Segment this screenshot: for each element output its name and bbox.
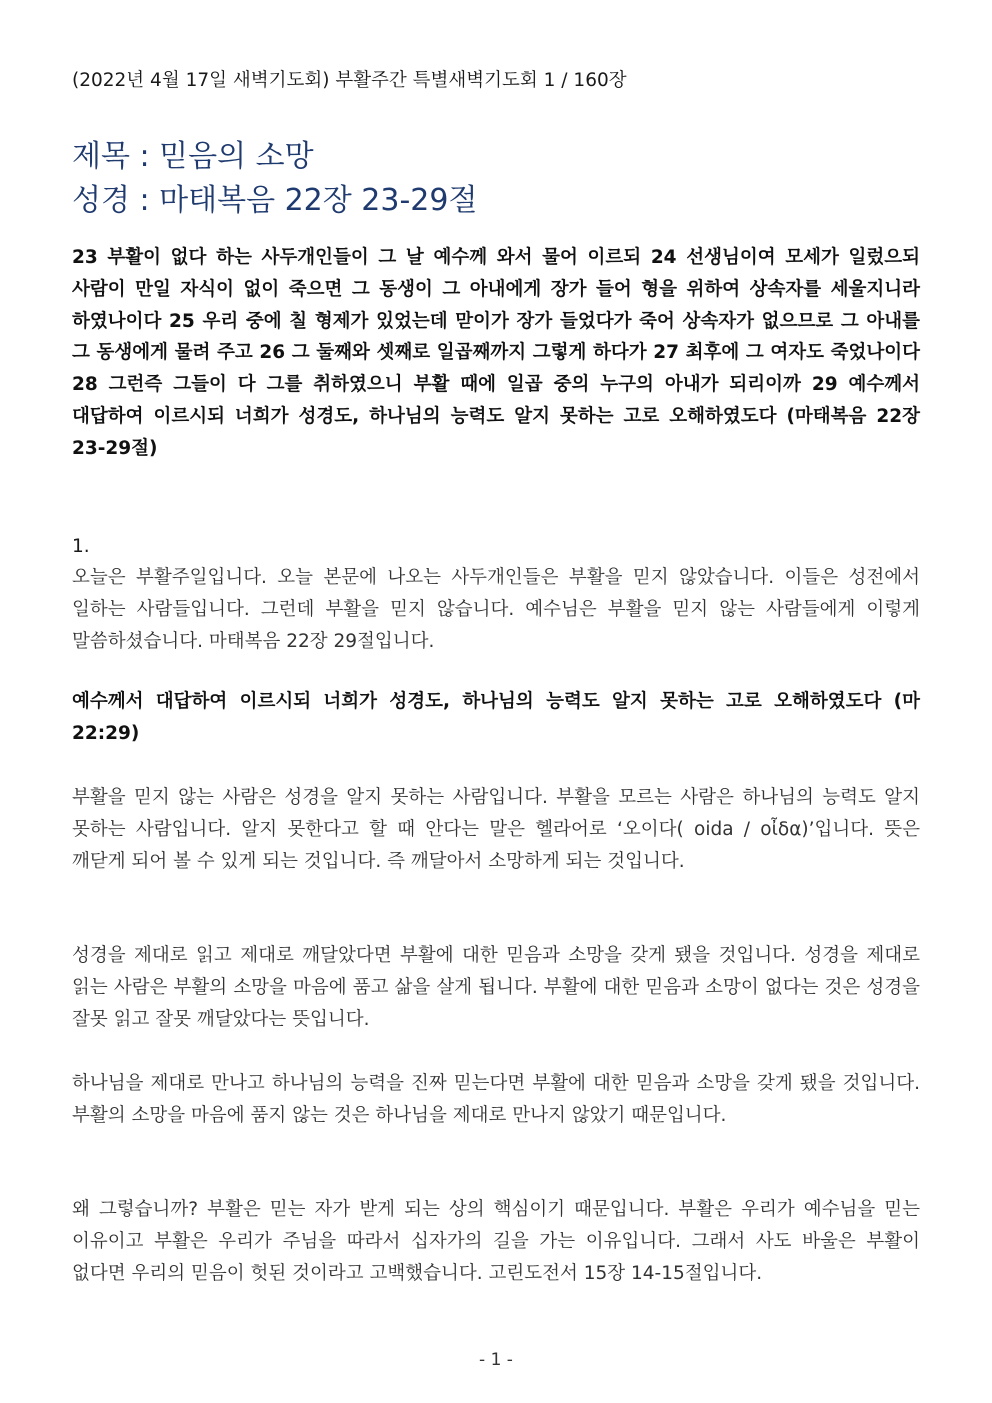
paragraph-3: 성경을 제대로 읽고 제대로 깨달았다면 부활에 대한 믿음과 소망을 갖게 됐을 것입니다. 성경을 제대로 읽는 사람은 부활의 소망을 마음에 품고 삶을 살게 됩니다. 부활에 대한 믿음과 소망이 없다는 것은 성경을 잘못 읽고 잘못 깨달았다는 뜻입니다. [72, 945, 920, 1030]
service-header: (2022년 4월 17일 새벽기도회) 부활주간 특별새벽기도회 1 / 160장 [72, 70, 627, 91]
paragraph-5: 왜 그렇습니까? 부활은 믿는 자가 받게 되는 상의 핵심이기 때문입니다. 부활은 우리가 예수님을 믿는 이유이고 부활은 우리가 주님을 따라서 십자가의 길을 가는 이유입니다. 그래서 사도 바울은 부활이 없다면 우리의 믿음이 헛된 것이라고 고백했습니다. 고린도전서 15장 14-15절입니다. [72, 1199, 920, 1284]
scripture-reference: 성경 : 마태복음 22장 23-29절 [72, 183, 478, 218]
quoted-verse: 예수께서 대답하여 이르시되 너희가 성경도, 하나님의 능력도 알지 못하는 고로 오해하였도다 (마 22:29) [72, 691, 920, 744]
sermon-title: 제목 : 믿음의 소망 [72, 139, 314, 174]
scripture-passage: 23 부활이 없다 하는 사두개인들이 그 날 예수께 와서 물어 이르되 24 선생님이여 모세가 일렀으되 사람이 만일 자식이 없이 죽으면 그 동생이 그 아내에게 장가 들어 형을 위하여 상속자를 세울지니라 하였나이다 25 우리 중에 칠 형제가 있었는데 맏이가 장가 들었다가 죽어 상속자가 없으므로 그 아내를 그 동생에게 물려 주고 26 그 둘째와 셋째로 일곱째까지 그렇게 하다가 27 최후에 그 여자도 죽었나이다 28 그런즉 그들이 다 그를 취하였으니 부활 때에 일곱 중의 누구의 아내가 되리이까 29 예수께서 대답하여 이르시되 너희가 성경도, 하나님의 능력도 알지 못하는 고로 오해하였도다 (마태복음 22장 23-29절) [72, 247, 920, 459]
paragraph-2: 부활을 믿지 않는 사람은 성경을 알지 못하는 사람입니다. 부활을 모르는 사람은 하나님의 능력도 알지 못하는 사람입니다. 알지 못한다고 할 때 안다는 말은 헬라어로 ‘오이다( oida / oἶδα)’입니다. 뜻은 깨닫게 되어 볼 수 있게 되는 것입니다. 즉 깨달아서 소망하게 되는 것입니다. [72, 787, 920, 872]
paragraph-1: 오늘은 부활주일입니다. 오늘 본문에 나오는 사두개인들은 부활을 믿지 않았습니다. 이들은 성전에서 일하는 사람들입니다. 그런데 부활을 믿지 않습니다. 예수님은 부활을 믿지 않는 사람들에게 이렇게 말씀하셨습니다. 마태복음 22장 29절입니다. [72, 567, 920, 652]
paragraph-4: 하나님을 제대로 만나고 하나님의 능력을 진짜 믿는다면 부활에 대한 믿음과 소망을 갖게 됐을 것입니다. 부활의 소망을 마음에 품지 않는 것은 하나님을 제대로 만나지 않았기 때문입니다. [72, 1073, 920, 1126]
section-number: 1. [72, 536, 90, 557]
page-number: - 1 - [479, 1350, 513, 1370]
